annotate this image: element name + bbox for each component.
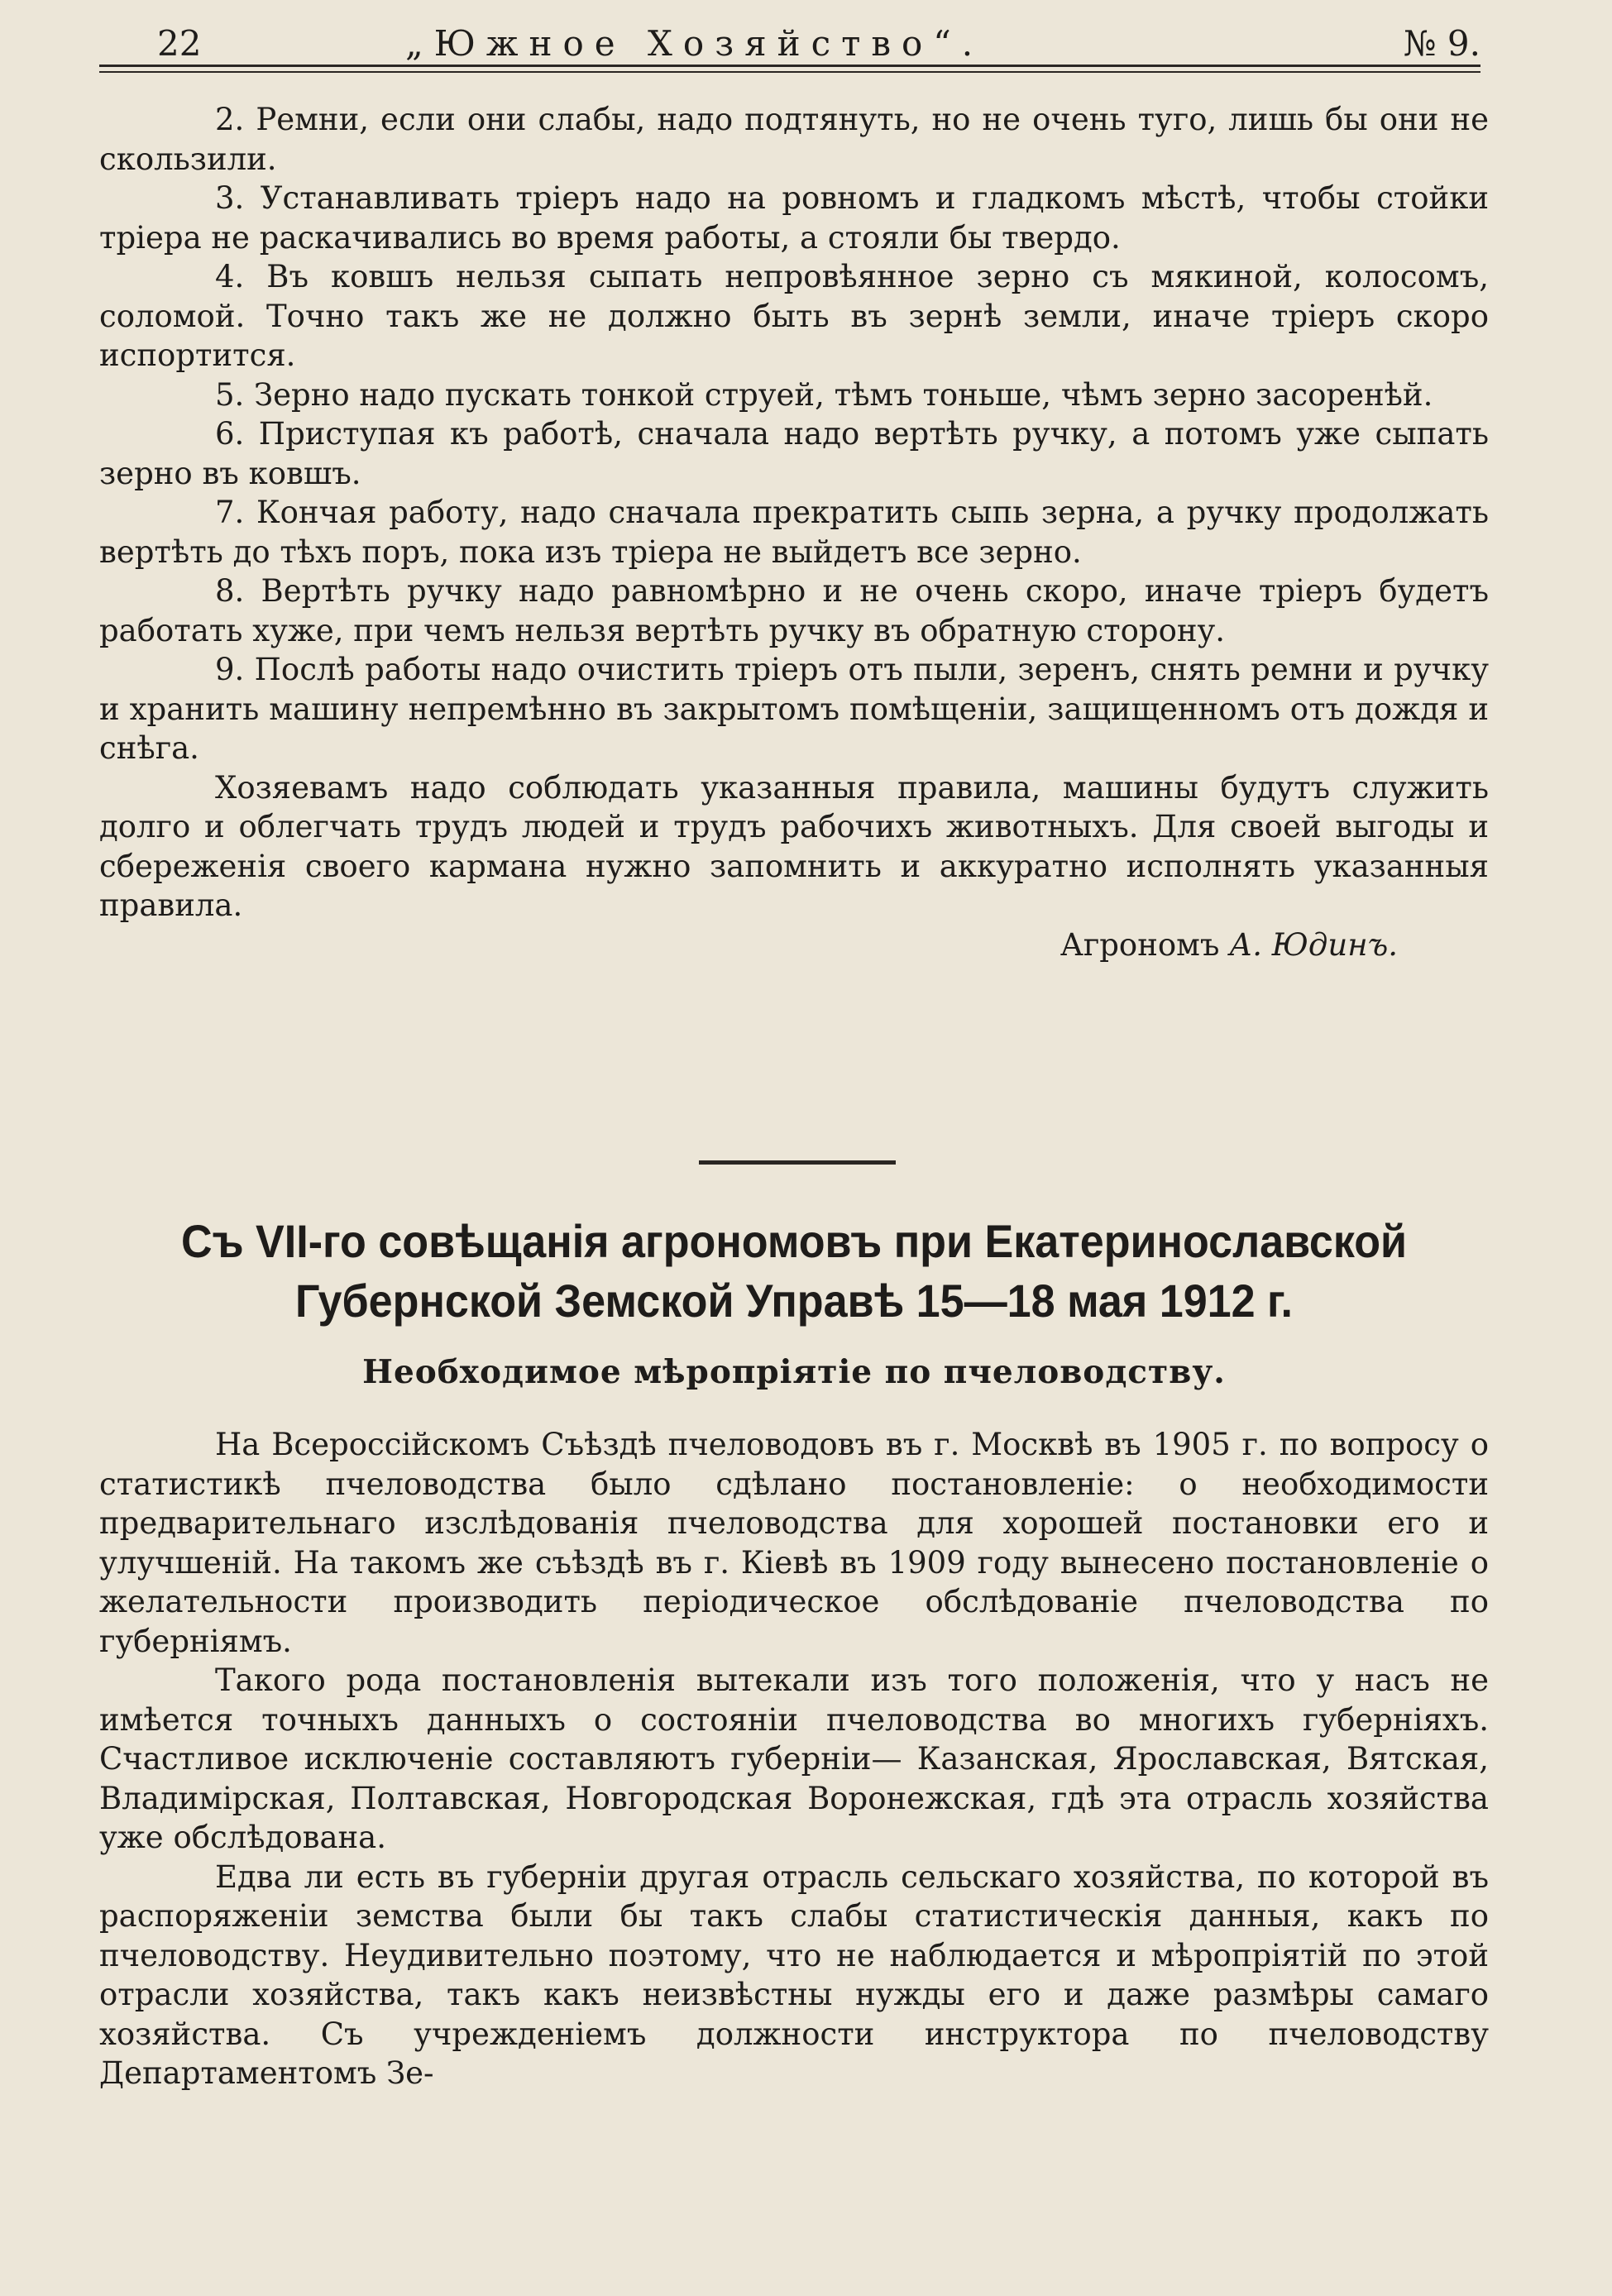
article-paragraph: На Всероссійскомъ Съѣздѣ пчеловодовъ въ г. Москвѣ въ 1905 г. по вопросу о статистикѣ пчеловодства было сдѣлано постановленіе: о необходимости предварительнаго изслѣдованія пчеловодства для хорошей постановки его и улучшеній. На такомъ же съѣздѣ въ г. Кіевѣ въ 1909 году вынесено постановленіе о желательности производить періодическое обслѣдованіе пчеловодства по губерніямъ.	[99, 1427, 1489, 1659]
signature	[99, 926, 1489, 965]
journal-title: „Южное Хозяйство“.	[405, 23, 984, 64]
header-rule	[99, 71, 1480, 73]
article-body	[99, 1425, 1489, 2093]
section-divider	[699, 1160, 896, 1165]
headline-line: Съ VII-го совѣщанія агрономовъ при Екатеринославской	[180, 1215, 1408, 1267]
rule-item: 4. Въ ковшъ нельзя сыпать непровѣянное зерно съ мякиной, колосомъ, соломой. Точно такъ же не должно быть въ зернѣ земли, иначе тріеръ скоро испортится.	[99, 259, 1489, 373]
issue-number: № 9.	[1403, 23, 1480, 64]
rule-item: 7. Кончая работу, надо сначала прекратить сыпь зерна, а ручку продолжать вертѣть до тѣхъ поръ, пока изъ тріера не выйдетъ все зерно.	[99, 495, 1489, 570]
rule-item: 6. Приступая къ работѣ, сначала надо вертѣть ручку, а потомъ уже сыпать зерно въ ковшъ.	[99, 416, 1489, 491]
page-number: 22	[157, 23, 202, 64]
signature-title: Агрономъ	[1060, 926, 1220, 963]
article-paragraph: Едва ли есть въ губерніи другая отрасль сельскаго хозяйства, по которой въ распоряженіи земства были бы такъ слабы статистическія данныя, какъ по пчеловодству. Неудивительно поэтому, что не наблюдается и мѣропріятій по этой отрасли хозяйства, такъ какъ неизвѣстны нужды его и даже размѣры самаго хозяйства. Съ учрежденіемъ должности инструктора по пчеловодству Департаментомъ Зе-	[99, 1858, 1489, 2091]
closing-paragraph: Хозяевамъ надо соблюдать указанныя правила, машины будутъ служить долго и облегчать трудъ людей и трудъ рабочихъ животныхъ. Для своей выгоды и сбереженія своего кармана нужно запомнить и аккуратно исполнять указанныя правила.	[99, 769, 1489, 923]
rule-item: 5. Зерно надо пускать тонкой струей, тѣмъ тоньше, чѣмъ зерно засоренѣй.	[215, 376, 1433, 413]
article-headline	[132, 1212, 1456, 1331]
article-subheadline: Необходимое мѣропріятіе по пчеловодству.	[362, 1353, 1226, 1391]
signature-name: А. Юдинъ.	[1229, 926, 1398, 963]
rule-item: 3. Устанавливать тріеръ надо на ровномъ и гладкомъ мѣстѣ, чтобы стойки тріера не раскачивались во время работы, а стояли бы твердо.	[99, 180, 1489, 256]
article-paragraph: Такого рода постановленія вытекали изъ того положенія, что у насъ не имѣется точныхъ данныхъ о состояніи пчеловодства во многихъ губерніяхъ. Счастливое исключеніе составляютъ губерніи— Казанская, Ярославская, Вятская, Владимірская, Полтавская, Новгородская Воронежская, гдѣ эта отрасль хозяйства уже обслѣдована.	[99, 1662, 1489, 1855]
rules-section	[99, 100, 1489, 964]
running-header	[99, 18, 1480, 66]
rule-item: 8. Вертѣть ручку надо равномѣрно и не очень скоро, иначе тріеръ будетъ работать хуже, при чемъ нельзя вертѣть ручку въ обратную сторону.	[99, 573, 1489, 648]
rule-item: 2. Ремни, если они слабы, надо подтянуть, но не очень туго, лишь бы они не скользили.	[99, 102, 1489, 177]
rule-item: 9. Послѣ работы надо очистить тріеръ отъ пыли, зеренъ, снять ремни и ручку и хранить машину непремѣнно въ закрытомъ помѣщеніи, защищенномъ отъ дождя и снѣга.	[99, 652, 1489, 766]
headline-line: Губернской Земской Управѣ 15—18 мая 1912 г.	[294, 1275, 1294, 1327]
header-rule	[99, 65, 1480, 67]
